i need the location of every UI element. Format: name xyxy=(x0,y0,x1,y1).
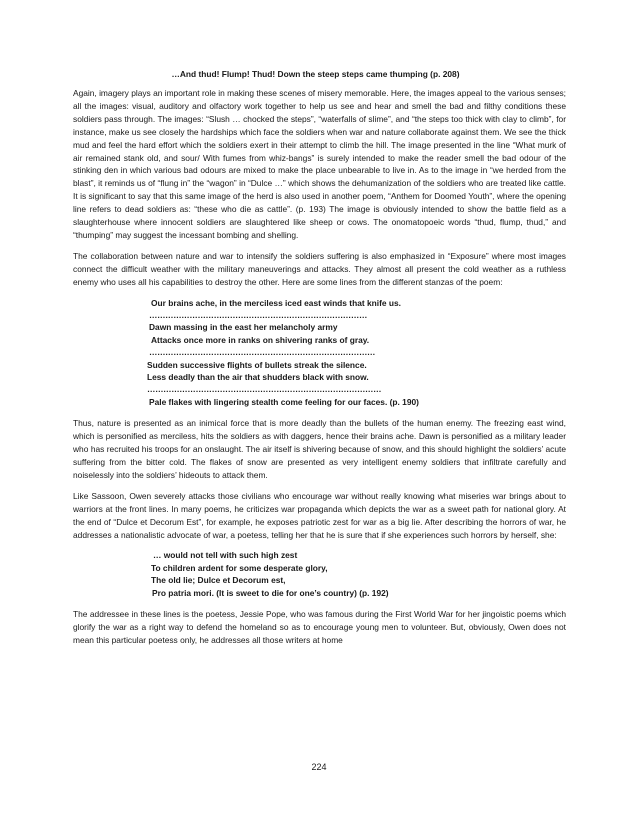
page-number: 224 xyxy=(311,762,327,772)
verse-line: Sudden successive flights of bullets streak the silence. xyxy=(147,359,367,370)
verse-ellipsis: ……………………………………………………………………… xyxy=(149,310,368,320)
verse-line: Dawn massing in the east her melancholy army xyxy=(149,322,338,333)
verse-line: To children ardent for some desperate glory, xyxy=(151,562,328,573)
epigraph-quote: …And thud! Flump! Thud! Down the steep steps came thumping (p. 208) xyxy=(171,69,460,79)
paragraph-sassoon: Like Sassoon, Owen severely attacks those civilians who encourage war without really knowing what miseries war brings about to warriors at the front lines. In many poems, he criticizes war propaganda which depicts the war as a sweet path for national glory. At the end of “Dulce et Decorum Est”, for example, he exposes patriotic zest for war as a big lie. After describing the horrors of war, he addresses a nationalistic advocate of war, a poetess, telling her that he is sure that if she experiences such horrors by herself, she: xyxy=(73,490,566,540)
verse-line: Pale flakes with lingering stealth come feeling for our faces. (p. 190) xyxy=(149,396,419,407)
verse-line: Our brains ache, in the merciless iced east winds that knife us. xyxy=(151,297,401,308)
paragraph-nature: Thus, nature is presented as an inimical force that is more deadly than the bullets of the human enemy. The freezing east wind, which is personified as merciless, hits the soldiers as with daggers, hence their brains ache. Dawn is personified as a military leader who has recruited his troops for an onslaught. The air itself is shivering because of snow, and this should highlight the soldiers’ acute suffering from the bitter cold. The flakes of snow are presented as very intelligent enemy soldiers that infiltrate carefully and noiselessly into the soldiers’ hideouts to attack them. xyxy=(73,418,566,480)
verse-dulce xyxy=(73,549,566,599)
paragraph-exposure: The collaboration between nature and war to intensify the soldiers suffering is also emphasized in “Exposure” where most images connect the difficult weather with the military maneuverings and attacks. They almost all present the cold weather as a ruthless enemy who uses all his capabilities to destroy the other. Here are some lines from the different stanzas of the poem: xyxy=(73,250,566,287)
verse-line: The old lie; Dulce et Decorum est, xyxy=(151,575,286,586)
paragraph-imagery: Again, imagery plays an important role in making these scenes of misery memorable. Here, the images appeal to the various senses; all the images: visual, auditory and olfactory work together to help us see and hear and smell the bad and filthy conditions these soldiers pass through. The images: “Slush … chocked the steps”, “waterfalls of slime”, and “the steps too thick with clay to climb”, for instance, make us see closely the hardships which face the soldiers when war and nature collaborate against them. We see the thick mud and feel the hard effort which the soldiers exert in their attempt to climb the hill. The image presented in the line “What murk of air remained stank old, and sour/ With fumes from whiz-bangs” is surely intended to make the reader smell the bad odour of the stinking den in which various bad odours are mixed to make the place unbearable to live in. As to the image in “we herded from the blast”, it reminds us of “flung in” the “wagon” in “Dulce …” which shows the dehumanization of the soldiers who are treated like cattle. It is significant to say that this same image of the herd is also used in another poem, “Anthem for Doomed Youth”, where the opening line refers to dead soldiers as: “these who die as cattle”. (p. 193) The image is obviously intended to show the battle field as a slaughterhouse where innocent soldiers are slaughtered like sheep or cows. The onomatopoeic words “thud, flump, thud,” and “thumping” may suggest the incessant bombing and shelling. xyxy=(73,88,566,240)
verse-ellipsis: …………………………………………………………………………… xyxy=(147,384,382,395)
verse-line: Pro patria mori. (It is sweet to die for one’s country) (p. 192) xyxy=(152,587,389,598)
verse-line: … would not tell with such high zest xyxy=(153,550,298,561)
paragraph-addressee: The addressee in these lines is the poetess, Jessie Pope, who was famous during the First World War for her jingoistic poems which glorify the war as a right way to defend the homeland so as to encourage young men to volunteer. But, obviously, Owen does not mean this particular poetess only, he addresses all those writers at home xyxy=(73,609,566,645)
verse-line: Less deadly than the air that shudders black with snow. xyxy=(147,372,369,383)
verse-line: Attacks once more in ranks on shivering ranks of gray. xyxy=(151,334,370,345)
verse-exposure xyxy=(73,297,566,409)
document-page xyxy=(73,68,566,655)
verse-ellipsis: ………………………………………………………………………… xyxy=(149,347,376,358)
